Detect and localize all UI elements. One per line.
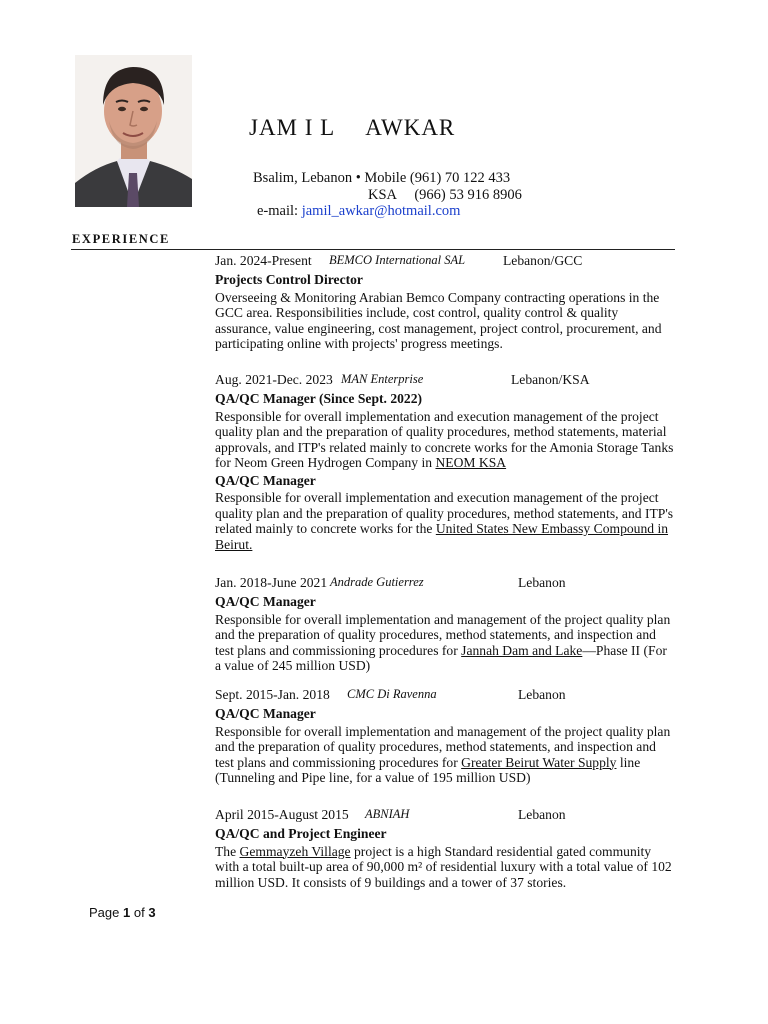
description-text: Responsible for overall implementation and management of the project quality plan and the preparation of quality procedures, method statements, and inspection and test plans and commissioning procedures for bbox=[215, 723, 671, 770]
entry-description bbox=[215, 724, 675, 786]
entry-dates: April 2015-August 2015 bbox=[215, 807, 349, 822]
experience-entry bbox=[215, 253, 675, 352]
entry-description bbox=[215, 612, 675, 674]
entry-dates: Jan. 2024-Present bbox=[215, 253, 312, 268]
description-text: Responsible for overall implementation and management of the project quality plan and the preparation of quality procedures, method statements, and inspection and test plans and commissioning procedures for bbox=[215, 611, 671, 658]
entry-role: QA/QC and Project Engineer bbox=[215, 826, 387, 841]
entry-role: QA/QC Manager bbox=[215, 706, 316, 721]
description-text: Responsible for overall implementation and execution management of the project quality plan and the preparation of quality procedures, method statements, material approvals, and ITP's related mainly to concrete works for the Amonia Storage Tanks for Neom Green Hydrogen Company in bbox=[215, 408, 674, 470]
entry-role-2: QA/QC Manager bbox=[215, 472, 316, 488]
entry-location: Lebanon bbox=[518, 807, 566, 822]
contact-block bbox=[253, 170, 522, 220]
description-text: The bbox=[215, 843, 240, 859]
description-text-end: —Phase II (For a value of 245 million USD) bbox=[215, 642, 667, 673]
entry-description bbox=[215, 844, 675, 891]
email-line bbox=[253, 203, 522, 220]
entry-role: QA/QC Manager (Since Sept. 2022) bbox=[215, 391, 423, 406]
profile-photo bbox=[75, 55, 192, 207]
last-name: AWKAR bbox=[365, 115, 456, 140]
section-divider bbox=[71, 249, 675, 250]
entry-company: BEMCO International SAL bbox=[329, 253, 466, 267]
description-text-end: project is a high Standard residential gated community with a total built-up area of 90,000 m² of residential luxury with a total value of 102 million USD. It consists of 9 buildings and a tower of 37 stories. bbox=[215, 843, 672, 890]
contact-line-lebanon: Bsalim, Lebanon • Mobile (961) 70 122 433 bbox=[253, 170, 511, 186]
page-total: 3 bbox=[148, 905, 156, 920]
description-text-end: line (Tunneling and Pipe line, for a value of 195 million USD) bbox=[215, 754, 641, 785]
entry-header bbox=[215, 807, 675, 824]
project-link: United States New Embassy Compound in Beirut. bbox=[215, 521, 669, 552]
entry-header bbox=[215, 372, 675, 389]
experience-entry bbox=[215, 372, 675, 552]
email-label: e-mail: bbox=[257, 203, 299, 219]
entry-company: CMC Di Ravenna bbox=[347, 687, 437, 701]
experience-entry bbox=[215, 575, 675, 674]
entry-dates: Aug. 2021-Dec. 2023 bbox=[215, 372, 333, 387]
project-link: Greater Beirut Water Supply bbox=[461, 754, 617, 770]
email-link[interactable]: jamil_awkar@hotmail.com bbox=[301, 203, 461, 219]
first-name: JAM I L bbox=[249, 115, 336, 140]
entry-location: Lebanon/GCC bbox=[503, 253, 583, 268]
entry-role: Projects Control Director bbox=[215, 272, 363, 287]
of-label: of bbox=[133, 905, 145, 920]
experience-entry bbox=[215, 807, 675, 890]
entry-description bbox=[215, 409, 675, 471]
page-label: Page bbox=[89, 905, 120, 920]
project-link: Gemmayzeh Village bbox=[239, 843, 351, 859]
entry-description: Overseeing & Monitoring Arabian Bemco Company contracting operations in the GCC area. Responsibilities include, cost control, quality control & quality assurance, value engineering, cost management, project control, procurement, and participating online with projects' progress meetings. bbox=[215, 289, 662, 351]
entry-role: QA/QC Manager bbox=[215, 594, 316, 609]
entry-header bbox=[215, 575, 675, 592]
description-text: Responsible for overall implementation and execution management of the project quality plan and the preparation of quality procedures, method statements, and ITP's related mainly to concrete works for the bbox=[215, 490, 674, 536]
entry-dates: Jan. 2018-June 2021 bbox=[215, 575, 328, 590]
entry-company: MAN Enterprise bbox=[341, 372, 424, 386]
page-footer bbox=[89, 905, 156, 920]
contact-line-ksa: KSA (966) 53 916 8906 bbox=[368, 186, 522, 203]
project-link: Jannah Dam and Lake bbox=[461, 642, 583, 658]
entry-location: Lebanon bbox=[518, 575, 566, 590]
candidate-name bbox=[249, 115, 455, 141]
section-title-experience: EXPERIENCE bbox=[72, 232, 170, 246]
project-link: NEOM KSA bbox=[435, 455, 507, 470]
entry-dates: Sept. 2015-Jan. 2018 bbox=[215, 687, 330, 702]
entry-description-2 bbox=[215, 490, 675, 552]
entry-header bbox=[215, 253, 675, 270]
portrait-image bbox=[75, 55, 192, 207]
experience-entry bbox=[215, 687, 675, 786]
entry-header bbox=[215, 687, 675, 704]
entry-location: Lebanon/KSA bbox=[511, 372, 590, 387]
entry-company: Andrade Gutierrez bbox=[330, 575, 424, 589]
entry-location: Lebanon bbox=[518, 687, 566, 702]
page-number: 1 bbox=[123, 905, 131, 920]
entry-company: ABNIAH bbox=[365, 807, 410, 821]
